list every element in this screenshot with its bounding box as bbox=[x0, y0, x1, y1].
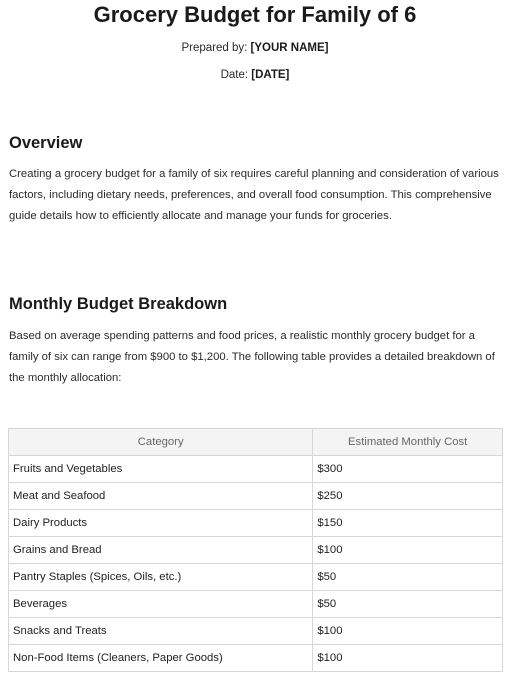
table-row bbox=[9, 456, 503, 483]
header-category: Category bbox=[9, 429, 313, 456]
breakdown-paragraph: Based on average spending patterns and food prices, a realistic monthly grocery budget for a family of six can range from $900 to $1,200. The following table provides a detailed breakdown of the monthly allocation: bbox=[9, 330, 495, 384]
table-row bbox=[9, 591, 503, 618]
header-cost: Estimated Monthly Cost bbox=[313, 429, 503, 456]
row-category: Fruits and Vegetables bbox=[9, 456, 313, 483]
row-category: Non-Food Items (Cleaners, Paper Goods) bbox=[9, 645, 313, 672]
prepared-by-label: Prepared by: bbox=[181, 42, 248, 54]
overview-heading: Overview bbox=[9, 134, 83, 152]
table-row bbox=[9, 618, 503, 645]
row-cost: $300 bbox=[313, 456, 503, 483]
breakdown-heading: Monthly Budget Breakdown bbox=[9, 295, 228, 313]
budget-table bbox=[8, 428, 503, 672]
table-row bbox=[9, 483, 503, 510]
row-cost: $50 bbox=[313, 591, 503, 618]
row-cost: $100 bbox=[313, 618, 503, 645]
document-title: Grocery Budget for Family of 6 bbox=[93, 2, 417, 27]
table-row bbox=[9, 510, 503, 537]
row-cost: $100 bbox=[313, 537, 503, 564]
date-label: Date: bbox=[220, 69, 249, 81]
row-cost: $100 bbox=[313, 645, 503, 672]
row-category: Snacks and Treats bbox=[9, 618, 313, 645]
prepared-by-line bbox=[0, 40, 510, 56]
date-line bbox=[0, 67, 510, 83]
overview-paragraph: Creating a grocery budget for a family of six requires careful planning and consideration of various factors, including dietary needs, preferences, and overall food consumption. This comprehensive guide details how to efficiently allocate and manage your funds for groceries. bbox=[9, 168, 499, 222]
table-row bbox=[9, 645, 503, 672]
table-row bbox=[9, 537, 503, 564]
prepared-by-value: [YOUR NAME] bbox=[250, 42, 329, 54]
row-category: Beverages bbox=[9, 591, 313, 618]
row-cost: $150 bbox=[313, 510, 503, 537]
table-row bbox=[9, 564, 503, 591]
row-category: Dairy Products bbox=[9, 510, 313, 537]
row-category: Pantry Staples (Spices, Oils, etc.) bbox=[9, 564, 313, 591]
table-header-row bbox=[9, 429, 503, 456]
date-value: [DATE] bbox=[251, 69, 290, 81]
row-cost: $250 bbox=[313, 483, 503, 510]
row-category: Grains and Bread bbox=[9, 537, 313, 564]
row-category: Meat and Seafood bbox=[9, 483, 313, 510]
row-cost: $50 bbox=[313, 564, 503, 591]
